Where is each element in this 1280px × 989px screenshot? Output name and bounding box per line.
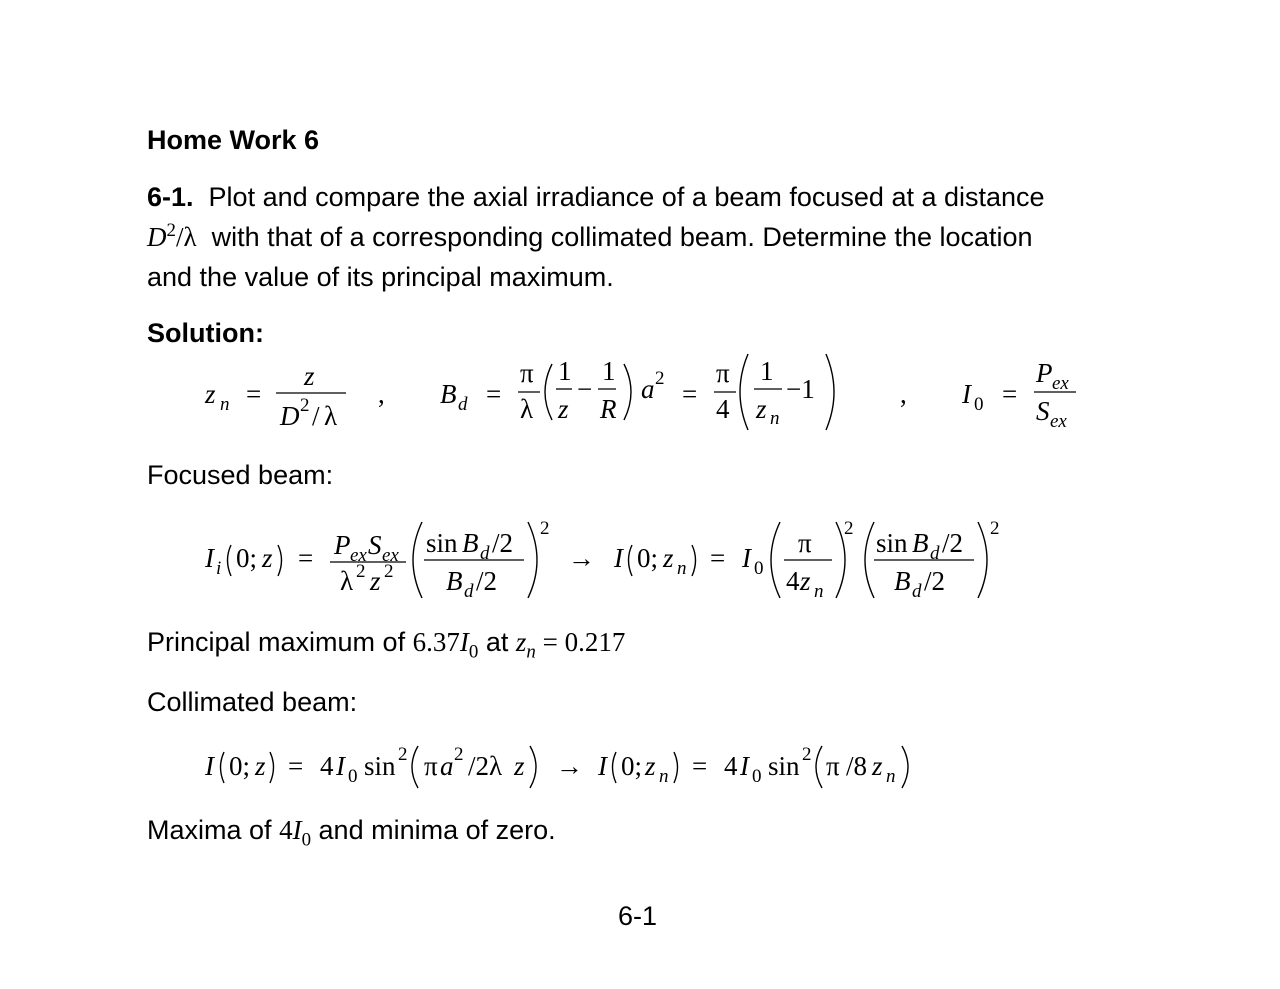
svg-text:,: , xyxy=(378,379,385,409)
svg-text:sin: sin xyxy=(876,528,908,558)
svg-text:4: 4 xyxy=(716,394,730,424)
principal-max-value: $6.37I_0$ xyxy=(412,627,479,663)
svg-text:D: D xyxy=(280,401,300,431)
svg-text:4: 4 xyxy=(724,751,738,781)
svg-text:=: = xyxy=(288,751,304,781)
svg-text:2: 2 xyxy=(802,744,812,765)
svg-text:S: S xyxy=(1036,396,1050,426)
svg-text:z: z xyxy=(514,751,525,781)
distance-formula: $D^2/\lambda$ xyxy=(147,220,197,252)
svg-text:−1: −1 xyxy=(786,374,815,404)
focused-heading: Focused beam: xyxy=(147,460,334,490)
svg-text:z: z xyxy=(800,566,811,596)
problem-text-2: with that of a corresponding collimated beam. Determine the location xyxy=(211,222,1033,252)
svg-text:π: π xyxy=(520,358,534,388)
svg-text:4: 4 xyxy=(786,566,800,596)
svg-text:1: 1 xyxy=(558,356,572,386)
focused-irradiance-equation xyxy=(204,518,1000,602)
principal-max-at: at xyxy=(485,627,509,657)
svg-text:,: , xyxy=(900,379,907,409)
svg-text:=: = xyxy=(298,543,314,573)
svg-text:2: 2 xyxy=(990,518,1000,539)
svg-text:P: P xyxy=(1036,358,1053,388)
solution-heading: Solution: xyxy=(147,318,264,348)
svg-text:2: 2 xyxy=(398,744,408,765)
problem-text-1: Plot and compare the axial irradiance of a beam focused at a distance xyxy=(208,182,1045,212)
svg-text:0: 0 xyxy=(974,394,984,415)
problem-number: 6-1. xyxy=(147,182,194,212)
svg-text:→: → xyxy=(556,751,583,781)
svg-text:/2: /2 xyxy=(924,566,946,596)
svg-text:z: z xyxy=(872,751,883,781)
svg-text:n: n xyxy=(220,394,230,415)
svg-text:a: a xyxy=(440,751,454,781)
svg-text:I: I xyxy=(336,751,345,781)
principal-max-zn-value: 0.217 xyxy=(564,627,626,657)
maxima-number: 4 xyxy=(279,815,293,845)
svg-text:R: R xyxy=(600,394,617,424)
svg-text:ex: ex xyxy=(382,545,399,566)
svg-text:I: I xyxy=(205,543,214,573)
svg-text:0;: 0; xyxy=(621,751,643,781)
svg-text:=: = xyxy=(692,751,708,781)
svg-text:S: S xyxy=(368,530,382,560)
svg-text:2: 2 xyxy=(454,744,464,765)
svg-text:ex: ex xyxy=(350,545,367,566)
svg-text:0;: 0; xyxy=(229,751,251,781)
svg-text:π: π xyxy=(826,751,840,781)
maxima-value: $4I_0$ xyxy=(279,815,312,851)
svg-text:B: B xyxy=(440,379,457,409)
svg-text:=: = xyxy=(710,543,726,573)
svg-text:π: π xyxy=(798,528,812,558)
svg-text:B: B xyxy=(462,528,479,558)
svg-text:4: 4 xyxy=(320,751,334,781)
svg-text:d: d xyxy=(930,543,940,564)
svg-text:B: B xyxy=(894,566,911,596)
svg-text:B: B xyxy=(912,528,929,558)
svg-text:a: a xyxy=(641,374,655,404)
svg-text:2: 2 xyxy=(300,395,310,416)
page-number: 6-1 xyxy=(618,901,658,931)
svg-text:B: B xyxy=(446,566,463,596)
svg-text:2: 2 xyxy=(384,561,394,582)
svg-text:sin: sin xyxy=(426,528,458,558)
principal-maximum-line: Principal maximum of $6.37I_0$ at $z_n = 0.217$ xyxy=(147,627,626,663)
i0-definition-equation xyxy=(961,358,1076,432)
svg-text:d: d xyxy=(464,581,474,602)
svg-text:2: 2 xyxy=(655,368,665,389)
svg-text:2: 2 xyxy=(540,518,550,539)
svg-text:π: π xyxy=(424,751,438,781)
svg-text:z: z xyxy=(645,751,656,781)
svg-text:→: → xyxy=(568,543,595,573)
svg-text:/2: /2 xyxy=(476,566,498,596)
svg-text:I: I xyxy=(962,379,971,409)
svg-text:I: I xyxy=(740,751,749,781)
svg-text:=: = xyxy=(1002,379,1018,409)
collimated-heading: Collimated beam: xyxy=(147,687,358,717)
svg-text:n: n xyxy=(814,581,824,602)
maxima-prefix: Maxima of xyxy=(147,815,272,845)
svg-text:=: = xyxy=(682,379,698,409)
svg-text:π: π xyxy=(716,358,730,388)
svg-text:P: P xyxy=(334,530,351,560)
svg-text:d: d xyxy=(912,581,922,602)
page-title: Home Work 6 xyxy=(147,125,320,155)
svg-text:=: = xyxy=(246,379,262,409)
svg-text:/8: /8 xyxy=(846,751,868,781)
svg-text:d: d xyxy=(458,394,468,415)
svg-text:/: / xyxy=(312,401,320,431)
svg-text:n: n xyxy=(886,766,896,787)
svg-text:z: z xyxy=(255,751,266,781)
svg-text:z: z xyxy=(262,543,273,573)
svg-text:2: 2 xyxy=(844,518,854,539)
svg-text:sin: sin xyxy=(364,751,396,781)
svg-text:0: 0 xyxy=(348,766,358,787)
svg-text:d: d xyxy=(480,543,490,564)
svg-text:0;: 0; xyxy=(236,543,258,573)
svg-text:0;: 0; xyxy=(637,543,659,573)
bd-definition-equation xyxy=(440,354,907,430)
svg-text:λ: λ xyxy=(324,401,338,431)
svg-text:1: 1 xyxy=(760,356,774,386)
svg-text:z: z xyxy=(205,379,216,409)
svg-text:z: z xyxy=(756,394,767,424)
svg-text:I: I xyxy=(614,543,623,573)
svg-text:z: z xyxy=(663,543,674,573)
principal-max-prefix: Principal maximum of xyxy=(147,627,406,657)
svg-text:z: z xyxy=(370,566,381,596)
principal-max-number: 6.37 xyxy=(412,627,460,657)
principal-max-zn: $z_n$ xyxy=(515,627,536,663)
svg-text:I: I xyxy=(598,751,607,781)
maxima-suffix: and minima of zero. xyxy=(318,815,556,845)
svg-text:z: z xyxy=(558,394,569,424)
svg-text:/2: /2 xyxy=(942,528,964,558)
svg-text:0: 0 xyxy=(754,558,764,579)
svg-text:2: 2 xyxy=(356,561,366,582)
svg-text:i: i xyxy=(216,558,222,579)
svg-text:−: − xyxy=(577,374,593,404)
svg-text:z: z xyxy=(304,361,315,391)
svg-text:ex: ex xyxy=(1050,411,1067,432)
svg-text:I: I xyxy=(205,751,214,781)
zn-definition-equation xyxy=(204,361,385,431)
svg-text:0: 0 xyxy=(752,766,762,787)
svg-text:ex: ex xyxy=(1052,373,1069,394)
svg-text:I: I xyxy=(742,543,751,573)
svg-text:λ: λ xyxy=(520,394,534,424)
svg-text:=: = xyxy=(486,379,502,409)
svg-text:/2: /2 xyxy=(492,528,514,558)
svg-text:n: n xyxy=(770,408,780,429)
svg-text:n: n xyxy=(659,766,669,787)
svg-text:1: 1 xyxy=(602,356,616,386)
problem-line-3: and the value of its principal maximum. xyxy=(147,262,614,292)
svg-text:sin: sin xyxy=(768,751,800,781)
svg-text:λ: λ xyxy=(340,566,354,596)
svg-text:/2λ: /2λ xyxy=(468,751,503,781)
svg-text:n: n xyxy=(677,558,687,579)
collimated-irradiance-equation xyxy=(204,744,908,788)
